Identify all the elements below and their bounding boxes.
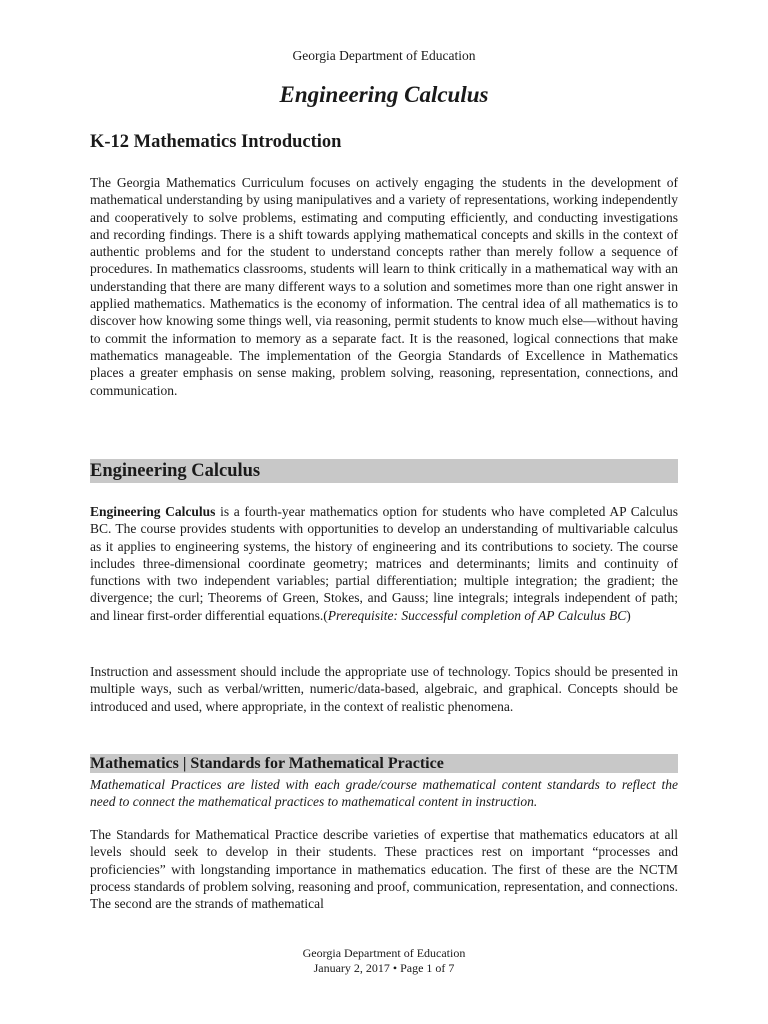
course-lead-bold: Engineering Calculus <box>90 504 216 519</box>
document-title: Engineering Calculus <box>279 82 489 107</box>
page-header: Georgia Department of Education <box>292 48 476 63</box>
course-heading: Engineering Calculus <box>90 461 261 481</box>
course-prereq: Prerequisite: Successful completion of AP Calculus BC <box>327 607 627 623</box>
intro-heading: K-12 Mathematics Introduction <box>90 132 342 152</box>
page-footer <box>0 946 768 976</box>
practice-paragraph: The Standards for Mathematical Practice describe varieties of expertise that mathematics educators at all levels should seek to develop in their students. These practices rest on important “processes and proficiencies” with longstanding importance in mathematics education. The first of these are the NCTM process standards of problem solving, reasoning and proof, communication, representation, and connections. The second are the strands of mathematical <box>90 827 678 912</box>
intro-paragraph: The Georgia Mathematics Curriculum focuses on actively engaging the students in the development of mathematical understanding by using manipulatives and a variety of representations, working independently and cooperatively to solve problems, estimating and computing efficiently, and conducting investigations and recording findings. There is a shift towards applying mathematical concepts and skills in the context of authentic problems and for the student to understand concepts rather than merely follow a sequence of procedures. In mathematics classrooms, students will learn to think critically in a mathematical way with an understanding that there are many different ways to a solution and sometimes more than one right answer in applied mathematics. Mathematics is the economy of information. The central idea of all mathematics is to discover how knowing some things well, via reasoning, permit students to know much else—without having to commit the information to memory as a separate fact. It is the reasoned, logical connections that make mathematics manageable. The implementation of the Georgia Standards of Excellence in Mathematics places a greater emphasis on sense making, problem solving, reasoning, representation, connections, and communication. <box>90 175 678 398</box>
practice-heading: Mathematics | Standards for Mathematical Practice <box>90 755 444 772</box>
footer-org: Georgia Department of Education <box>302 946 466 960</box>
instruction-paragraph: Instruction and assessment should include the appropriate use of technology. Topics should be presented in multiple ways, such as verbal/written, numeric/data-based, algebraic, and graphical. Concepts should be introduced and used, where appropriate, in the context of realistic phenomena. <box>90 664 678 714</box>
footer-date-page: January 2, 2017 • Page 1 of 7 <box>313 961 455 975</box>
practice-italic-note: Mathematical Practices are listed with each grade/course mathematical content standards to reflect the need to connect the mathematical practices to mathematical content in instruction. <box>90 777 678 810</box>
course-description <box>90 503 678 624</box>
practice-section-bar <box>90 754 678 773</box>
course-section-bar <box>90 459 678 483</box>
course-body: is a fourth-year mathematics option for students who have completed AP Calculus BC. The course provides students with opportunities to develop an understanding of multivariable calculus as it applies to engineering systems, the history of engineering and its contributions to society. The course includes three-dimensional coordinate geometry; matrices and determinants; limits and continuity of functions with two independent variables; partial differentiation; multiple integration; the gradient; the divergence; the curl; Theorems of Green, Stokes, and Gauss; line integrals; integrals independent of path; and linear first-order differential equations.( <box>90 504 678 623</box>
course-prereq-close: ) <box>626 607 631 623</box>
